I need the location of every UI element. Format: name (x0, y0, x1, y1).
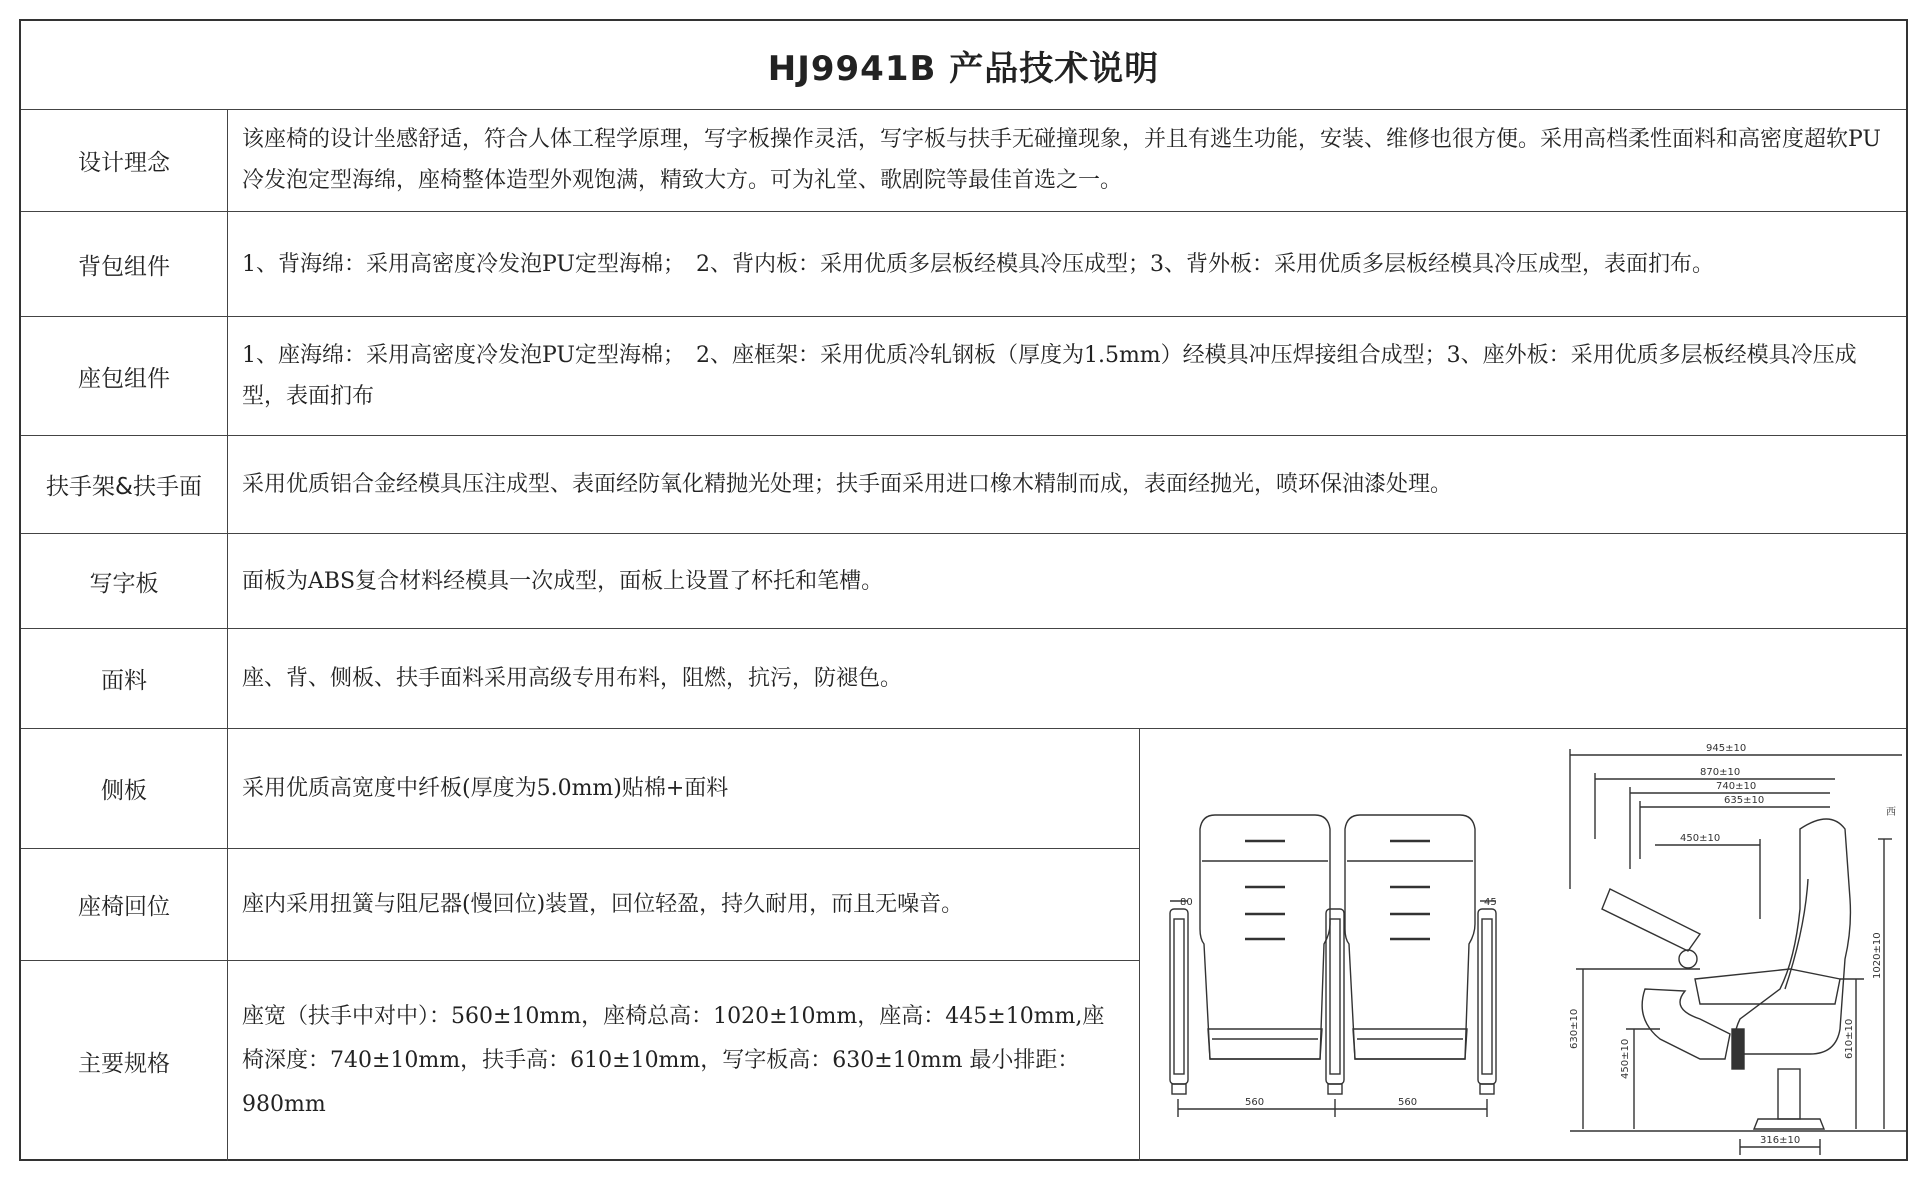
drawing-svg (1140, 729, 1907, 1161)
row-label: 写字板 (21, 534, 228, 628)
row-label: 座椅回位 (21, 849, 228, 960)
dim-450-horizontal: 450±10 (1680, 833, 1721, 844)
dim-610: 610±10 (1844, 1018, 1855, 1059)
dim-316: 316±10 (1760, 1135, 1801, 1146)
row-return (21, 849, 1139, 961)
row-label: 背包组件 (21, 212, 228, 316)
row-label: 主要规格 (21, 961, 228, 1161)
row-content: 采用优质铝合金经模具压注成型、表面经防氧化精抛光处理；扶手面采用进口橡木精制而成，表面经抛光，喷环保油漆处理。 (242, 472, 1453, 497)
dim-1020: 1020±10 (1872, 932, 1883, 979)
dim-560-left: 560 (1245, 1097, 1265, 1108)
row-content: 1、座海绵：采用高密度冷发泡PU定型海棉； 2、座框架：采用优质冷轧钢板（厚度为1.5mm）经模具冲压焊接组合成型；3、座外板：采用优质多层板经模具冷压成型，表面扪布 (242, 343, 1857, 409)
edge-label: 西 (1886, 807, 1896, 818)
row-content: 面板为ABS复合材料经模具一次成型，面板上设置了杯托和笔槽。 (242, 568, 884, 594)
row-label: 侧板 (21, 729, 228, 848)
row-label: 设计理念 (21, 109, 228, 211)
page-title: HJ9941B 产品技术说明 (21, 21, 1906, 110)
row-label: 扶手架&扶手面 (21, 436, 228, 533)
technical-drawing (1139, 729, 1906, 1161)
dim-635: 635±10 (1724, 795, 1765, 806)
row-writing-board (21, 534, 1906, 629)
row-seat (21, 317, 1906, 436)
row-content: 座、背、侧板、扶手面料采用高级专用布料，阻燃，抗污，防褪色。 (242, 666, 903, 691)
row-side-panel (21, 729, 1139, 849)
dim-945: 945±10 (1706, 743, 1747, 754)
row-content: 采用优质高宽度中纤板(厚度为5.0mm)贴棉+面料 (242, 776, 729, 801)
dim-45: 45 (1484, 897, 1497, 908)
row-label: 座包组件 (21, 317, 228, 435)
row-content: 该座椅的设计坐感舒适，符合人体工程学原理，写字板操作灵活，写字板与扶手无碰撞现象，并且有逃生功能，安装、维修也很方便。采用高档柔性面料和高密度超软PU冷发泡定型海绵，座椅整体造型外观饱满，精致大方。可为礼堂、歌剧院等最佳首选之一。 (242, 127, 1881, 193)
row-label: 面料 (21, 629, 228, 728)
row-back (21, 212, 1906, 317)
row-content: 1、背海绵：采用高密度冷发泡PU定型海棉； 2、背内板：采用优质多层板经模具冷压成型；3、背外板：采用优质多层板经模具冷压成型，表面扪布。 (242, 251, 1714, 277)
dim-740: 740±10 (1716, 781, 1757, 792)
dim-450-vertical: 450±10 (1620, 1038, 1631, 1079)
row-content: 座内采用扭簧与阻尼器(慢回位)装置，回位轻盈，持久耐用，而且无噪音。 (242, 892, 964, 917)
row-design (21, 109, 1906, 212)
row-fabric (21, 629, 1906, 729)
side-view (1570, 749, 1907, 1155)
row-specs (21, 961, 1139, 1161)
dim-630: 630±10 (1569, 1008, 1580, 1049)
dim-80: 80 (1180, 897, 1193, 908)
row-armrest (21, 436, 1906, 534)
row-content: 座宽（扶手中对中）：560±10mm，座椅总高：1020±10mm，座高：445±10mm,座椅深度：740±10mm，扶手高：610±10mm，写字板高：630±10mm 最小排距：980mm (242, 1004, 1105, 1117)
spec-sheet (19, 19, 1908, 1161)
front-view (1170, 815, 1496, 1117)
dim-870: 870±10 (1700, 767, 1741, 778)
dim-560-right: 560 (1398, 1097, 1418, 1108)
